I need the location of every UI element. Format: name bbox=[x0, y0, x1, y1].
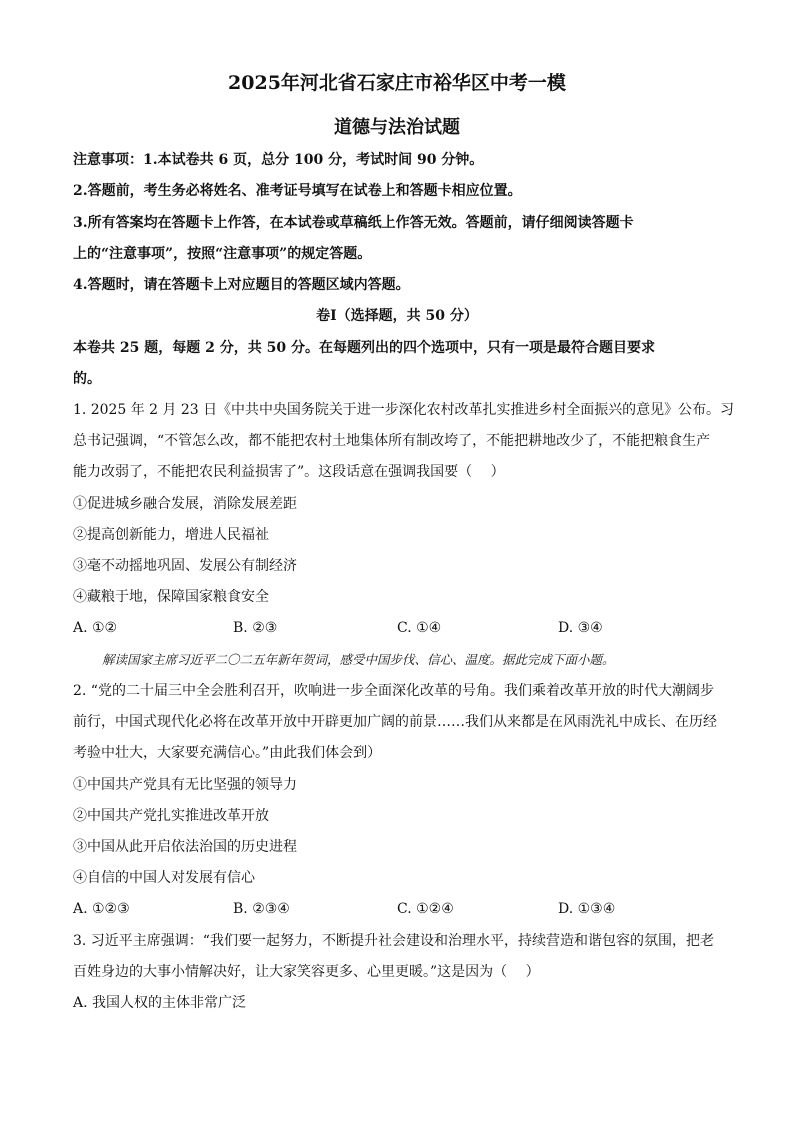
note-line-1: 注意事项：1.本试卷共 6 页，总分 100 分，考试时间 90 分钟。 bbox=[73, 152, 484, 168]
q3-stem-b: 百姓身边的大事小情解决好，让大家笑容更多、心里更暖。”这是因为（ ） bbox=[73, 964, 540, 980]
q2-item-1: ①中国共产党具有无比坚强的领导力 bbox=[73, 777, 297, 793]
note-line-4: 4.答题时，请在答题卡上对应题目的答题区域内答题。 bbox=[73, 277, 410, 293]
section-heading: 卷Ⅰ（选择题，共 50 分） bbox=[316, 308, 478, 324]
note-line-3b: 上的“注意事项”，按照“注意事项”的规定答题。 bbox=[73, 246, 372, 262]
q1-stem-b: 总书记强调，“不管怎么改，都不能把农村土地集体所有制改垮了，不能把耕地改少了，不能把粮食生产 bbox=[73, 433, 711, 449]
q2-option-d[interactable]: D. ①③④ bbox=[558, 901, 616, 917]
q1-item-3: ③毫不动摇地巩固、发展公有制经济 bbox=[73, 558, 297, 574]
q1-option-a[interactable]: A. ①② bbox=[73, 620, 118, 636]
q2-option-b[interactable]: B. ②③④ bbox=[233, 901, 290, 917]
q2-item-4: ④自信的中国人对发展有信心 bbox=[73, 870, 255, 886]
q1-item-2: ②提高创新能力，增进人民福祉 bbox=[73, 527, 269, 543]
exam-subtitle: 道德与法治试题 bbox=[334, 117, 460, 138]
q3-option-a[interactable]: A. 我国人权的主体非常广泛 bbox=[73, 995, 247, 1011]
q1-stem-a: 1. 2025 年 2 月 23 日《中共中央国务院关于进一步深化农村改革扎实推进乡村全面振兴的意见》公布。习 bbox=[73, 402, 734, 418]
q2-stem-a: 2. “党的二十届三中全会胜利召开，吹响进一步全面深化改革的号角。我们乘着改革开放的时代大潮阔步 bbox=[73, 683, 714, 699]
q2-option-a[interactable]: A. ①②③ bbox=[73, 901, 130, 917]
q3-stem-a: 3. 习近平主席强调：“我们要一起努力，不断提升社会建设和治理水平，持续营造和谐包容的氛围，把老 bbox=[73, 933, 714, 949]
note-line-3a: 3.所有答案均在答题卡上作答，在本试卷或草稿纸上作答无效。答题前，请仔细阅读答题卡 bbox=[73, 215, 634, 231]
q1-option-d[interactable]: D. ③④ bbox=[558, 620, 603, 636]
note-line-2: 2.答题前，考生务必将姓名、准考证号填写在试卷上和答题卡相应位置。 bbox=[73, 183, 522, 199]
q2-item-2: ②中国共产党扎实推进改革开放 bbox=[73, 808, 269, 824]
q1-option-c[interactable]: C. ①④ bbox=[397, 620, 442, 636]
q1-item-1: ①促进城乡融合发展，消除发展差距 bbox=[73, 496, 297, 512]
q2-stem-c: 考验中壮大，大家要充满信心。”由此我们体会到） bbox=[73, 745, 382, 761]
reading-passage: 解读国家主席习近平二〇二五年新年贺词，感受中国步伐、信心、温度。据此完成下面小题。 bbox=[102, 652, 615, 667]
q2-option-c[interactable]: C. ①②④ bbox=[397, 901, 454, 917]
q1-stem-c: 能力改弱了，不能把农民利益损害了”。这段话意在强调我国要（ ） bbox=[73, 464, 505, 480]
q2-item-3: ③中国从此开启依法治国的历史进程 bbox=[73, 839, 297, 855]
section-intro-b: 的。 bbox=[73, 371, 101, 387]
q1-item-4: ④藏粮于地，保障国家粮食安全 bbox=[73, 589, 269, 605]
section-intro-a: 本卷共 25 题，每题 2 分，共 50 分。在每题列出的四个选项中，只有一项是最符合题目要求 bbox=[73, 340, 655, 356]
exam-title: 2025年河北省石家庄市裕华区中考一模 bbox=[228, 72, 566, 94]
q1-option-b[interactable]: B. ②③ bbox=[233, 620, 278, 636]
q2-stem-b: 前行，中国式现代化必将在改革开放中开辟更加广阔的前景……我们从来都是在风雨洗礼中成长、在历经 bbox=[73, 714, 717, 730]
